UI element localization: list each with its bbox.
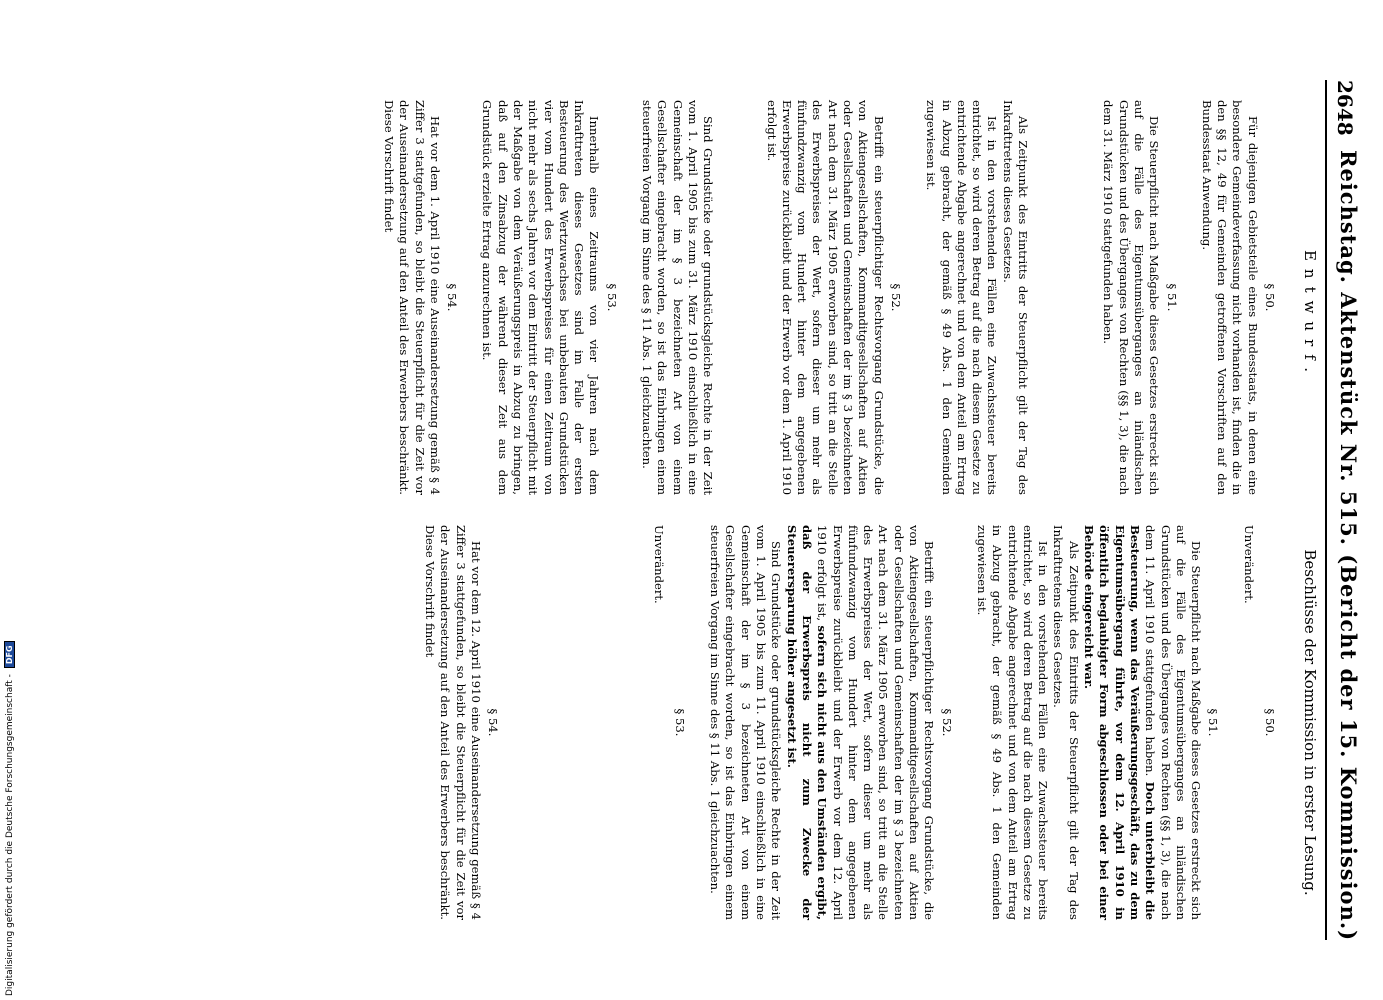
dfg-logo: DFG — [4, 641, 15, 668]
section-title: § 54. — [445, 283, 460, 312]
left-column-title: Entwurf. — [1301, 249, 1319, 381]
page-header: Reichstag. Aktenstück Nr. 515. (Bericht der 15. Kommission.) — [1336, 150, 1361, 942]
header-rule — [1325, 80, 1327, 940]
paragraph: Als Zeitpunkt des Eintritts der Steuerpflicht gilt der Tag des Inkrafttretens dieses Gesetzes. — [1051, 525, 1081, 920]
paragraph: Ist in den vorstehenden Fällen eine Zuwachssteuer bereits entrichtet, so wird deren Betrag auf die nach diesem Gesetze zu entrichtende Abgabe angerechnet und von dem Anteil am Ertrag in Abzug gebracht, der gemäß § 49 Abs. 1 den Gemeinden zugewiesen ist. — [974, 525, 1051, 920]
paragraph: Hat vor dem 12. April 1910 eine Auseinandersetzung gemäß § 4 Ziffer 3 stattgefunden, so bleibt die Steuerpflicht für die Zeit vor der Auseinandersetzung auf den Anteil des Erwerbers beschränkt. Diese Vorschrift findet — [423, 525, 484, 920]
section-title: § 51. — [1164, 283, 1179, 312]
section-title: § 50. — [1263, 708, 1277, 737]
paragraph — [783, 525, 936, 920]
amended-text: sofern sich nicht aus den Umständen ergibt, daß der Erwerbspreis nicht zum Zwecke der Steuerersparung höher angesetzt ist. — [784, 525, 830, 921]
page-number: 2648 — [1333, 80, 1357, 136]
right-column-title: Beschlüsse der Kommission in erster Lesung. — [1301, 549, 1319, 896]
text-run: Die Steuerpflicht nach Maßgabe dieses Gesetzes erstreckt sich auf die Fälle des Eigentumsüberganges an inländischen Grundstücken und des Überganges von Rechten (§§ 1, 3), die nach dem 11. April 1910 stattgefunden haben. — [1143, 525, 1204, 920]
paragraph: Sind Grundstücke oder grundstücksgleiche Rechte in der Zeit vom 1. April 1905 bis zum 31. März 1910 einschließlich in eine Gemeinschaft der im § 3 bezeichneten Art von einem Gesellschafter eingebracht worden, so ist das Einbringen einem steuerfreien Vorgang im Sinne des § 11 Abs. 1 gleichzuachten. — [640, 100, 716, 495]
unchanged-note: Unverändert. — [1241, 525, 1256, 604]
unchanged-note: Unverändert. — [651, 525, 666, 604]
section-title: § 52. — [888, 283, 903, 312]
section-title: § 51. — [1206, 708, 1221, 737]
right-column — [422, 525, 1283, 920]
paragraph: Als Zeitpunkt des Eintritts der Steuerpflicht gilt der Tag des Inkrafttretens dieses Gesetzes. — [1000, 100, 1031, 495]
paragraph: Ist in den vorstehenden Fällen eine Zuwachssteuer bereits entrichtet, so wird deren Betrag auf die nach diesem Gesetze zu entrichtende Abgabe angerechnet und von dem Anteil am Ertrag in Abzug gebracht, der gemäß § 49 Abs. 1 den Gemeinden zugewiesen ist. — [924, 100, 1000, 495]
amended-text: Doch unterbleibt die Besteuerung, wenn das Veräußerungsgeschäft, das zu dem Eigentumsübergang führte, vor dem 12. April 1910 in öffentlich beglaubigter Form abgeschlossen oder bei einer Behörde eingereicht war. — [1082, 525, 1158, 921]
text-run: Betrifft ein steuerpflichtiger Rechtsvorgang Grundstücke, die von Aktiengesellschaften, Kommanditgesellschaften auf Aktien oder Gesellschaften und Gemeinschaften der im § 3 bezeichneten Art nach dem 31. März 1905 erworben sind, so tritt an die Stelle des Erwerbspreises der Wert, sofern dieser um mehr als fünfundzwanzig vom Hundert hinter dem angegebenen Erwerbspreise zurückbleibt und der Erwerb vor dem 12. April 1910 erfolgt ist, — [815, 525, 937, 920]
section-title: § 53. — [672, 708, 687, 737]
paragraph — [1081, 525, 1203, 920]
section-title: § 53. — [604, 283, 619, 312]
funding-note — [4, 606, 15, 996]
paragraph: Innerhalb eines Zeitraums von vier Jahren nach dem Inkrafttreten dieses Gesetzes sind im Falle der ersten Besteuerung des Wertzuwachses bei unbebauten Grundstücken vier vom Hundert des Erwerbspreises für einen Zeitraum von nicht mehr als sechs Jahren vor dem Eintritt der Steuerpflicht mit der Maßgabe von dem Veräußerungspreis in Abzug zu bringen, daß auf den Zinsabzug der während dieser Zeit aus dem Grundstück erzielte Ertrag anzurechnen ist. — [480, 100, 602, 495]
left-column — [381, 100, 1283, 495]
section-title: § 52. — [939, 708, 954, 737]
section-title: § 54. — [486, 708, 501, 737]
paragraph: Die Steuerpflicht nach Maßgabe dieses Gesetzes erstreckt sich auf die Fälle des Eigentumsüberganges an inländischen Grundstücken und des Überganges von Rechten (§§ 1, 3), die nach dem 31. März 1910 stattgefunden haben. — [1101, 100, 1162, 495]
paragraph: Sind Grundstücke oder grundstücksgleiche Rechte in der Zeit vom 1. April 1905 bis zum 11. April 1910 einschließlich in eine Gemeinschaft der im § 3 bezeichneten Art von einem Gesellschafter eingebracht worden, so ist das Einbringen einem steuerfreien Vorgang im Sinne des § 11 Abs. 1 gleichzuachten. — [708, 525, 784, 920]
section-title: § 50. — [1263, 283, 1277, 312]
funding-note-text: Digitalisierung gefördert durch die Deutsche Forschungsgemeinschaft - — [5, 674, 15, 996]
paragraph: Hat vor dem 1. April 1910 eine Auseinandersetzung gemäß § 4 Ziffer 3 stattgefunden, so bleibt die Steuerpflicht für die Zeit vor der Auseinandersetzung auf den Anteil des Erwerbers beschränkt. Diese Vorschrift findet — [381, 100, 442, 495]
paragraph: Für diejenigen Gebietsteile eines Bundesstaats, in denen eine besondere Gemeindeverfassung nicht vorhanden ist, finden die in den §§ 12, 49 für Gemeinden getroffenen Vorschriften auf den Bundesstaat Anwendung. — [1199, 100, 1260, 495]
paragraph: Betrifft ein steuerpflichtiger Rechtsvorgang Grundstücke, die von Aktiengesellschaften, Kommanditgesellschaften auf Aktien oder Gesellschaften und Gemeinschaften der im § 3 bezeichneten Art nach dem 31. März 1905 erworben sind, so tritt an die Stelle des Erwerbspreises der Wert, sofern dieser um mehr als fünfundzwanzig vom Hundert hinter dem angegebenen Erwerbspreise zurückbleibt und der Erwerb vor dem 1. April 1910 erfolgt ist. — [764, 100, 886, 495]
